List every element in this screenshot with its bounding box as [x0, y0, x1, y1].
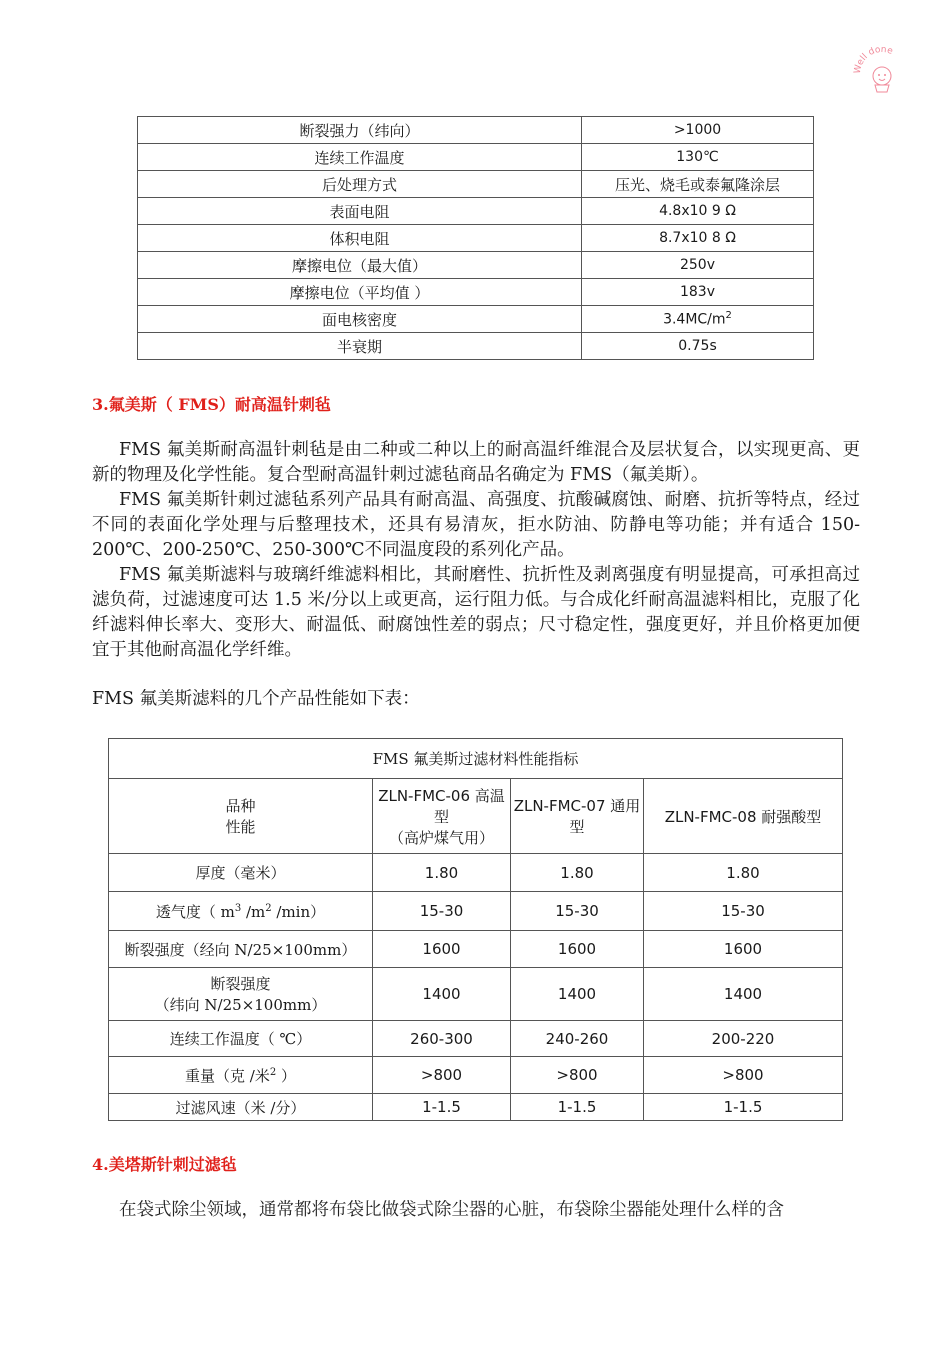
table-intro: FMS 氟美斯滤料的几个产品性能如下表：: [92, 689, 420, 709]
cell: 1-1.5: [511, 1094, 644, 1121]
section-4-body: [92, 1198, 860, 1223]
row-label: 连续工作温度: [138, 144, 582, 171]
section-3-heading: 3.氟美斯（ FMS）耐高温针刺毡: [92, 395, 331, 414]
row-label: 断裂强力（纬向）: [138, 117, 582, 144]
table-row: [138, 117, 814, 144]
table-header-row: [109, 779, 843, 854]
paragraph: 在袋式除尘领域，通常都将布袋比做袋式除尘器的心脏，布袋除尘器能处理什么样的含: [119, 1200, 784, 1220]
cell: >800: [373, 1057, 511, 1094]
row-value: 压光、烧毛或泰氟隆涂层: [582, 171, 814, 198]
cell: 1400: [644, 968, 843, 1021]
row-value: 250v: [582, 252, 814, 279]
cell: 1.80: [373, 854, 511, 892]
row-label: 半衰期: [138, 333, 582, 360]
row-label: 厚度（毫米）: [109, 854, 373, 892]
cell: 15-30: [511, 892, 644, 931]
header-line: 型: [433, 807, 449, 826]
col-header-fmc07: [511, 779, 644, 854]
cell: 1.80: [511, 854, 644, 892]
row-label: 连续工作温度（ ℃）: [109, 1021, 373, 1057]
row-label: [109, 968, 373, 1021]
cell: 1400: [373, 968, 511, 1021]
table-row: [138, 252, 814, 279]
header-line: ZLN-FMC-07 通用: [513, 797, 641, 815]
table-row: [109, 892, 843, 931]
label-line: （纬向 N/25×100mm）: [154, 996, 327, 1014]
table-row: [109, 968, 843, 1021]
section-3-body: [92, 438, 860, 663]
label-line: 断裂强度: [210, 975, 271, 993]
cell: 1400: [511, 968, 644, 1021]
table-row: [138, 171, 814, 198]
label-part: 透气度（ m: [155, 902, 235, 921]
row-label: 断裂强度（经向 N/25×100mm）: [109, 931, 373, 968]
table-row: [109, 931, 843, 968]
cell: 260-300: [373, 1021, 511, 1057]
cell: 1-1.5: [644, 1094, 843, 1121]
header-line: （高炉煤气用）: [388, 828, 494, 847]
value-text: 3.4MC/m: [663, 311, 726, 328]
label-part: 重量（克 /米: [185, 1066, 270, 1085]
properties-table: [137, 116, 814, 360]
cell: 240-260: [511, 1021, 644, 1057]
section-4-heading: 4.美塔斯针刺过滤毡: [92, 1155, 237, 1174]
row-label: [109, 892, 373, 931]
table-row: [138, 144, 814, 171]
table-row: [138, 333, 814, 360]
cell: 200-220: [644, 1021, 843, 1057]
cell: 1600: [373, 931, 511, 968]
col-header-fmc06: [373, 779, 511, 854]
cell: 1.80: [644, 854, 843, 892]
header-line: 型: [569, 818, 585, 836]
table-row: [138, 306, 814, 333]
table-row: [109, 854, 843, 892]
row-label: 体积电阻: [138, 225, 582, 252]
cell: 15-30: [644, 892, 843, 931]
row-value: 8.7x10 8 Ω: [582, 225, 814, 252]
row-label: 表面电阻: [138, 198, 582, 225]
row-label: 摩擦电位（平均值 ）: [138, 279, 582, 306]
row-value: >1000: [582, 117, 814, 144]
label-part: ）: [276, 1066, 296, 1085]
row-value: 183v: [582, 279, 814, 306]
row-value: 0.75s: [582, 333, 814, 360]
paragraph: FMS 氟美斯针刺过滤毡系列产品具有耐高温、高强度、抗酸碱腐蚀、耐磨、抗折等特点，经过不同的表面化学处理与后整理技术，还具有易清灰，拒水防油、防静电等功能；并有适合 150-200℃、200-250℃、250-300℃不同温度段的系列化产品。: [92, 490, 860, 560]
table-row: [109, 1057, 843, 1094]
table-row: [109, 1021, 843, 1057]
row-label: 摩擦电位（最大值）: [138, 252, 582, 279]
row-label: 后处理方式: [138, 171, 582, 198]
row-label: 过滤风速（米 /分）: [109, 1094, 373, 1121]
paragraph: FMS 氟美斯耐高温针刺毡是由二种或二种以上的耐高温纤维混合及层状复合，以实现更高、更新的物理及化学性能。复合型耐高温针刺过滤毡商品名确定为 FMS（氟美斯）。: [92, 440, 860, 485]
table-row: [138, 198, 814, 225]
superscript: 2: [265, 902, 272, 914]
cell: >800: [644, 1057, 843, 1094]
row-value: [582, 306, 814, 333]
performance-table: [108, 738, 843, 1121]
corner-header: [109, 779, 373, 854]
cell: >800: [511, 1057, 644, 1094]
cell: 15-30: [373, 892, 511, 931]
col-header-fmc08: ZLN-FMC-08 耐强酸型: [644, 779, 843, 854]
well-done-logo-icon: [852, 44, 912, 96]
label-part: /m: [241, 902, 266, 921]
cell: 1600: [644, 931, 843, 968]
cell: 1600: [511, 931, 644, 968]
header-line: ZLN-FMC-06 高温: [378, 786, 505, 805]
table-title: FMS 氟美斯过滤材料性能指标: [109, 739, 843, 779]
table-row: [138, 225, 814, 252]
row-label: [109, 1057, 373, 1094]
logo-text: Well done: [852, 44, 894, 75]
cell: 1-1.5: [373, 1094, 511, 1121]
superscript: 2: [725, 310, 732, 322]
row-label: 面电核密度: [138, 306, 582, 333]
corner-line: 性能: [225, 818, 256, 836]
label-part: /min）: [271, 902, 326, 921]
corner-line: 品种: [225, 797, 256, 815]
paragraph: FMS 氟美斯滤料与玻璃纤维滤料相比，其耐磨性、抗折性及剥离强度有明显提高，可承担高过滤负荷，过滤速度可达 1.5 米/分以上或更高，运行阻力低。与合成化纤耐高温滤料相比，克服了化纤滤料伸长率大、变形大、耐温低、耐腐蚀性差的弱点；尺寸稳定性，强度更好，并且价格更加便宜于其他耐高温化学纤维。: [92, 565, 860, 660]
table-row: [109, 1094, 843, 1121]
superscript: 2: [269, 1066, 277, 1078]
row-value: 4.8x10 9 Ω: [582, 198, 814, 225]
table-title-row: [109, 739, 843, 779]
row-value: 130℃: [582, 144, 814, 171]
superscript: 3: [234, 902, 242, 914]
table-row: [138, 279, 814, 306]
